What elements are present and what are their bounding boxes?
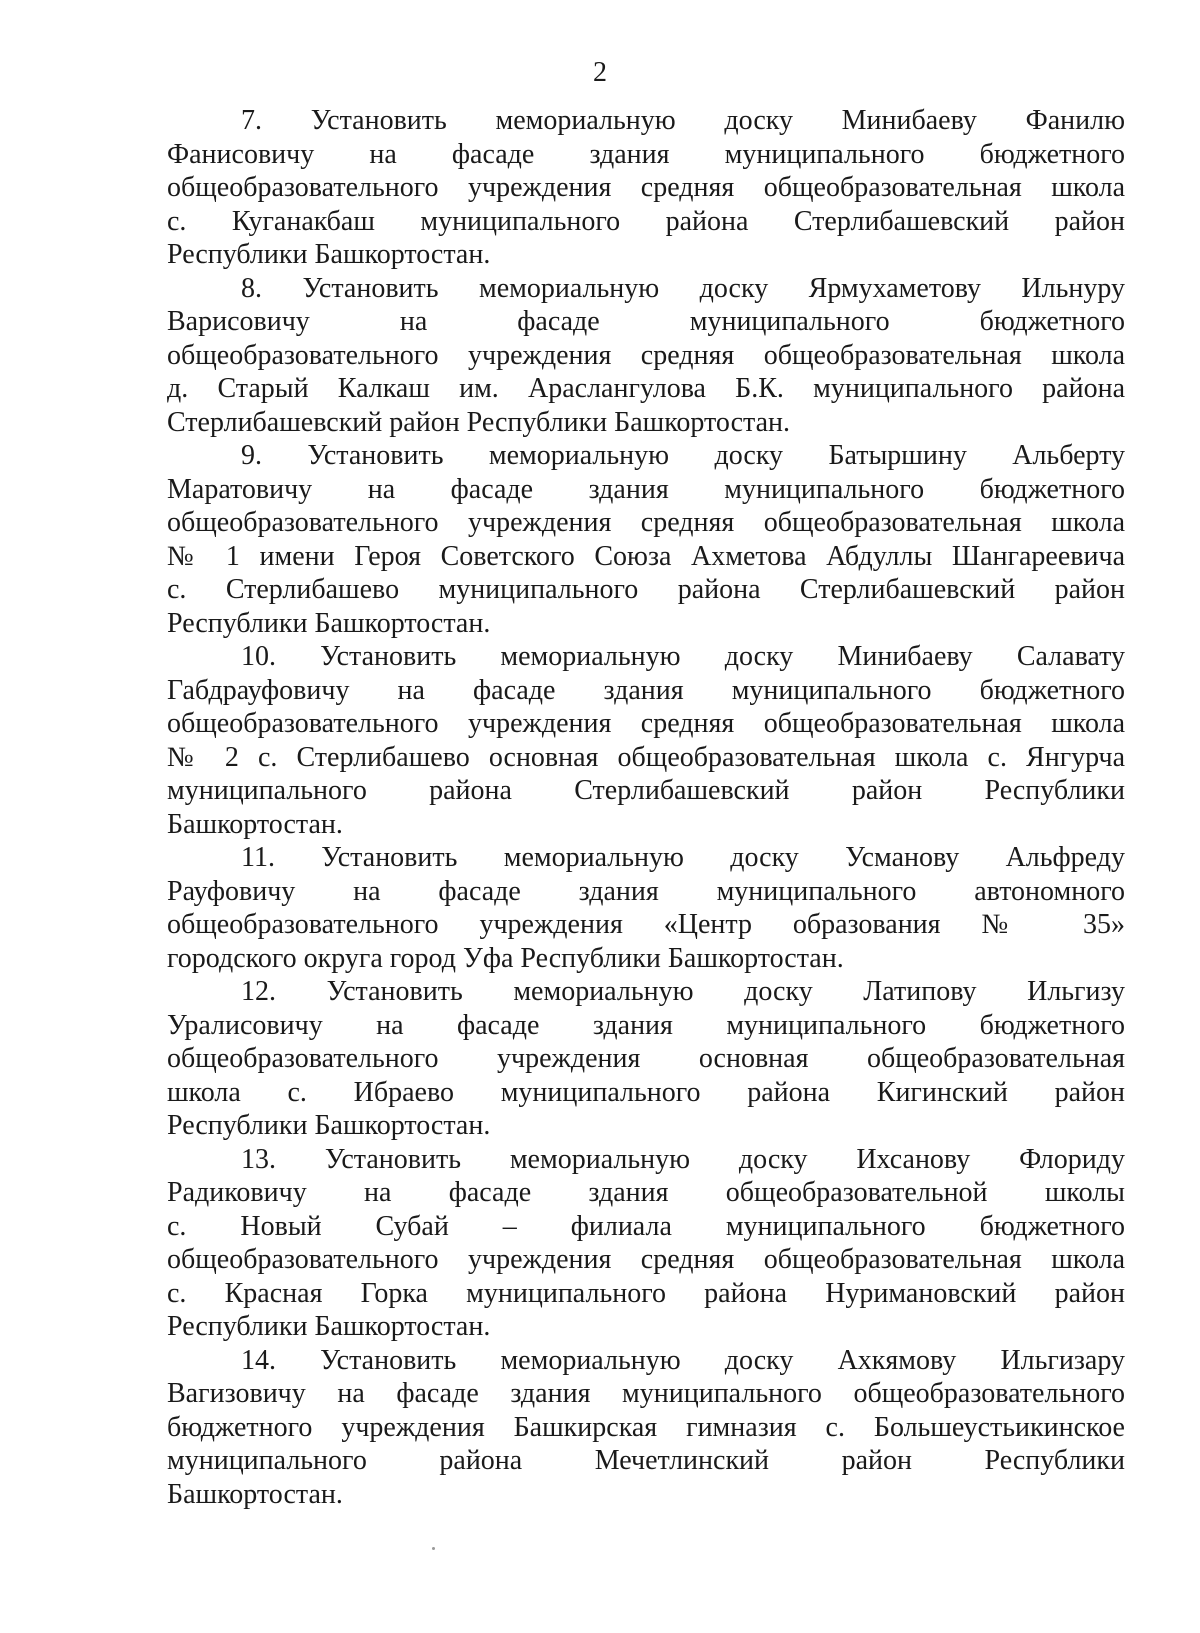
paragraph-line: 9. Установить мемориальную доску Батыршину Альберту — [241, 440, 1125, 471]
paragraph-line: 10. Установить мемориальную доску Минибаеву Салавату — [241, 641, 1125, 672]
paragraph-line: д. Старый Калкаш им. Араслангулова Б.К. муниципального района — [167, 373, 1125, 404]
paragraph-line: общеобразовательного учреждения средняя общеобразовательная школа — [167, 172, 1125, 203]
paragraph-line: с. Новый Субай – филиала муниципального бюджетного — [167, 1210, 1125, 1242]
paragraph-line: Республики Башкортостан. — [167, 1311, 491, 1342]
paragraph-line: Варисовичу на фасаде муниципального бюджетного — [167, 306, 1125, 337]
paragraph-line: Габдрауфовичу на фасаде здания муниципального бюджетного — [167, 674, 1125, 706]
paragraph-line: 13. Установить мемориальную доску Ихсанову Флориду — [241, 1143, 1125, 1175]
paragraph-line: с. Стерлибашево муниципального района Стерлибашевский район — [167, 574, 1125, 605]
paragraph-line: 8. Установить мемориальную доску Ярмухаметову Ильнуру — [241, 272, 1125, 304]
decree-item — [167, 975, 1125, 1143]
paragraph-line: Башкортостан. — [167, 808, 343, 840]
paragraph-line: 11. Установить мемориальную доску Усманову Альфреду — [241, 842, 1125, 873]
paragraph-line: Республики Башкортостан. — [167, 1110, 491, 1141]
decree-item — [167, 1344, 1125, 1512]
scan-dot — [432, 1547, 435, 1550]
paragraph-line: Башкортостан. — [167, 1478, 343, 1510]
document-body — [167, 104, 1125, 1511]
paragraph-line: общеобразовательного учреждения средняя общеобразовательная школа — [167, 507, 1125, 538]
paragraph-line: общеобразовательного учреждения средняя общеобразовательная школа — [167, 339, 1125, 371]
decree-item — [167, 439, 1125, 640]
paragraph-line: Стерлибашевский район Республики Башкортостан. — [167, 406, 790, 438]
paragraph-line: Вагизовичу на фасаде здания муниципального общеобразовательного — [167, 1378, 1125, 1409]
paragraph-line: муниципального района Стерлибашевский район Республики — [167, 775, 1125, 806]
paragraph-line: Фанисовичу на фасаде здания муниципального бюджетного — [167, 138, 1125, 170]
paragraph-line: общеобразовательного учреждения средняя общеобразовательная школа — [167, 1244, 1125, 1275]
decree-item — [167, 841, 1125, 975]
decree-item — [167, 640, 1125, 841]
paragraph-line: 14. Установить мемориальную доску Ахкямову Ильгизару — [241, 1344, 1125, 1376]
paragraph-line: 12. Установить мемориальную доску Латипову Ильгизу — [241, 976, 1125, 1007]
paragraph-line: с. Куганакбаш муниципального района Стерлибашевский район — [167, 205, 1125, 237]
paragraph-line: Маратовичу на фасаде здания муниципального бюджетного — [167, 473, 1125, 505]
paragraph-line: муниципального района Мечетлинский район Республики — [167, 1445, 1125, 1476]
paragraph-line: общеобразовательного учреждения «Центр образования № 35» — [167, 909, 1125, 940]
paragraph-line: с. Красная Горка муниципального района Нуримановский район — [167, 1277, 1125, 1309]
decree-item — [167, 272, 1125, 440]
paragraph-line: № 1 имени Героя Советского Союза Ахметова Абдуллы Шангареевича — [167, 540, 1125, 572]
paragraph-line: Уралисовичу на фасаде здания муниципального бюджетного — [167, 1009, 1125, 1041]
page-number: 2 — [593, 57, 607, 88]
paragraph-line: общеобразовательного учреждения средняя общеобразовательная школа — [167, 708, 1125, 739]
paragraph-line: бюджетного учреждения Башкирская гимназия с. Большеустьикинское — [167, 1411, 1125, 1443]
paragraph-line: школа с. Ибраево муниципального района Кигинский район — [167, 1076, 1125, 1108]
decree-item — [167, 104, 1125, 272]
paragraph-line: Республики Башкортостан. — [167, 239, 491, 270]
paragraph-line: 7. Установить мемориальную доску Минибаеву Фанилю — [241, 105, 1125, 136]
decree-item — [167, 1143, 1125, 1344]
paragraph-line: Радиковичу на фасаде здания общеобразовательной школы — [167, 1177, 1125, 1208]
paragraph-line: городского округа город Уфа Республики Башкортостан. — [167, 942, 844, 974]
paragraph-line: Рауфовичу на фасаде здания муниципального автономного — [167, 875, 1125, 907]
paragraph-line: № 2 с. Стерлибашево основная общеобразовательная школа с. Янгурча — [167, 741, 1125, 773]
paragraph-line: Республики Башкортостан. — [167, 607, 491, 639]
paragraph-line: общеобразовательного учреждения основная общеобразовательная — [167, 1043, 1125, 1074]
